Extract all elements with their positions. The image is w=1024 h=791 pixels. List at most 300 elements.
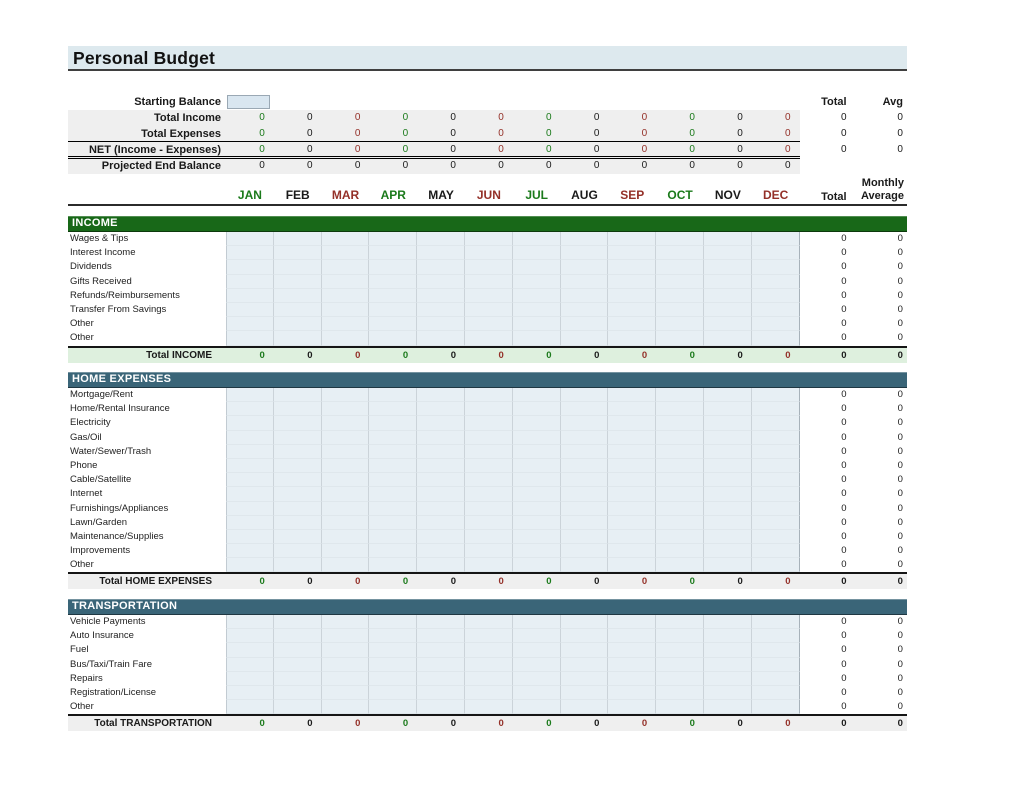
month-input-cell[interactable] [274, 473, 322, 487]
month-input-cell[interactable] [322, 416, 370, 430]
month-input-cell[interactable] [561, 232, 609, 246]
month-input-cell[interactable] [417, 459, 465, 473]
month-input-cell[interactable] [274, 615, 322, 629]
month-input-cell[interactable] [226, 303, 274, 317]
month-input-cell[interactable] [704, 629, 752, 643]
month-input-cell[interactable] [608, 700, 656, 714]
month-input-cell[interactable] [608, 232, 656, 246]
month-input-cell[interactable] [465, 615, 513, 629]
month-input-cell[interactable] [274, 416, 322, 430]
month-input-cell[interactable] [465, 416, 513, 430]
month-input-cell[interactable] [274, 544, 322, 558]
month-input-cell[interactable] [322, 473, 370, 487]
month-input-cell[interactable] [704, 658, 752, 672]
month-input-cell[interactable] [656, 658, 704, 672]
month-input-cell[interactable] [704, 303, 752, 317]
month-input-cell[interactable] [322, 388, 370, 402]
month-input-cell[interactable] [608, 502, 656, 516]
month-input-cell[interactable] [226, 289, 274, 303]
month-input-cell[interactable] [752, 331, 800, 345]
month-input-cell[interactable] [465, 246, 513, 260]
month-input-cell[interactable] [704, 516, 752, 530]
month-input-cell[interactable] [561, 502, 609, 516]
month-input-cell[interactable] [513, 317, 561, 331]
month-input-cell[interactable] [561, 317, 609, 331]
month-input-cell[interactable] [561, 672, 609, 686]
month-input-cell[interactable] [513, 402, 561, 416]
month-input-cell[interactable] [608, 672, 656, 686]
month-input-cell[interactable] [417, 643, 465, 657]
month-input-cell[interactable] [322, 232, 370, 246]
month-input-cell[interactable] [561, 289, 609, 303]
month-input-cell[interactable] [656, 672, 704, 686]
month-input-cell[interactable] [417, 260, 465, 274]
month-input-cell[interactable] [226, 331, 274, 345]
month-input-cell[interactable] [226, 487, 274, 501]
month-input-cell[interactable] [274, 331, 322, 345]
month-input-cell[interactable] [513, 431, 561, 445]
month-input-cell[interactable] [274, 445, 322, 459]
month-input-cell[interactable] [752, 544, 800, 558]
month-input-cell[interactable] [704, 672, 752, 686]
month-input-cell[interactable] [561, 643, 609, 657]
month-input-cell[interactable] [752, 260, 800, 274]
month-input-cell[interactable] [226, 530, 274, 544]
month-input-cell[interactable] [561, 686, 609, 700]
month-input-cell[interactable] [274, 246, 322, 260]
month-input-cell[interactable] [561, 402, 609, 416]
month-input-cell[interactable] [274, 431, 322, 445]
month-input-cell[interactable] [274, 275, 322, 289]
month-input-cell[interactable] [465, 402, 513, 416]
month-input-cell[interactable] [322, 260, 370, 274]
month-input-cell[interactable] [752, 658, 800, 672]
month-input-cell[interactable] [561, 544, 609, 558]
month-input-cell[interactable] [274, 643, 322, 657]
month-input-cell[interactable] [561, 615, 609, 629]
month-input-cell[interactable] [274, 629, 322, 643]
month-input-cell[interactable] [752, 289, 800, 303]
month-input-cell[interactable] [417, 530, 465, 544]
month-input-cell[interactable] [513, 416, 561, 430]
month-input-cell[interactable] [465, 331, 513, 345]
month-input-cell[interactable] [369, 643, 417, 657]
month-input-cell[interactable] [274, 317, 322, 331]
month-input-cell[interactable] [322, 459, 370, 473]
month-input-cell[interactable] [608, 658, 656, 672]
month-input-cell[interactable] [274, 388, 322, 402]
month-input-cell[interactable] [561, 246, 609, 260]
month-input-cell[interactable] [417, 232, 465, 246]
month-input-cell[interactable] [561, 629, 609, 643]
month-input-cell[interactable] [369, 445, 417, 459]
month-input-cell[interactable] [608, 260, 656, 274]
month-input-cell[interactable] [704, 289, 752, 303]
month-input-cell[interactable] [752, 317, 800, 331]
month-input-cell[interactable] [226, 431, 274, 445]
month-input-cell[interactable] [656, 558, 704, 572]
month-input-cell[interactable] [656, 700, 704, 714]
month-input-cell[interactable] [704, 416, 752, 430]
month-input-cell[interactable] [561, 331, 609, 345]
month-input-cell[interactable] [369, 317, 417, 331]
month-input-cell[interactable] [465, 686, 513, 700]
month-input-cell[interactable] [608, 544, 656, 558]
month-input-cell[interactable] [274, 487, 322, 501]
month-input-cell[interactable] [752, 303, 800, 317]
month-input-cell[interactable] [704, 459, 752, 473]
month-input-cell[interactable] [274, 303, 322, 317]
month-input-cell[interactable] [417, 275, 465, 289]
month-input-cell[interactable] [513, 544, 561, 558]
month-input-cell[interactable] [656, 615, 704, 629]
month-input-cell[interactable] [417, 402, 465, 416]
month-input-cell[interactable] [752, 459, 800, 473]
month-input-cell[interactable] [465, 516, 513, 530]
month-input-cell[interactable] [752, 686, 800, 700]
month-input-cell[interactable] [656, 502, 704, 516]
month-input-cell[interactable] [322, 502, 370, 516]
month-input-cell[interactable] [752, 232, 800, 246]
month-input-cell[interactable] [226, 544, 274, 558]
month-input-cell[interactable] [752, 473, 800, 487]
month-input-cell[interactable] [513, 445, 561, 459]
month-input-cell[interactable] [369, 275, 417, 289]
month-input-cell[interactable] [417, 558, 465, 572]
month-input-cell[interactable] [322, 445, 370, 459]
month-input-cell[interactable] [752, 246, 800, 260]
month-input-cell[interactable] [656, 686, 704, 700]
month-input-cell[interactable] [226, 246, 274, 260]
month-input-cell[interactable] [752, 487, 800, 501]
month-input-cell[interactable] [704, 445, 752, 459]
month-input-cell[interactable] [656, 260, 704, 274]
month-input-cell[interactable] [369, 516, 417, 530]
month-input-cell[interactable] [465, 232, 513, 246]
month-input-cell[interactable] [608, 402, 656, 416]
month-input-cell[interactable] [226, 445, 274, 459]
month-input-cell[interactable] [369, 544, 417, 558]
month-input-cell[interactable] [513, 260, 561, 274]
month-input-cell[interactable] [704, 615, 752, 629]
month-input-cell[interactable] [322, 275, 370, 289]
month-input-cell[interactable] [322, 700, 370, 714]
month-input-cell[interactable] [752, 275, 800, 289]
month-input-cell[interactable] [513, 232, 561, 246]
month-input-cell[interactable] [369, 303, 417, 317]
month-input-cell[interactable] [752, 558, 800, 572]
month-input-cell[interactable] [417, 615, 465, 629]
month-input-cell[interactable] [608, 530, 656, 544]
month-input-cell[interactable] [465, 303, 513, 317]
month-input-cell[interactable] [417, 544, 465, 558]
month-input-cell[interactable] [226, 402, 274, 416]
month-input-cell[interactable] [513, 615, 561, 629]
month-input-cell[interactable] [465, 431, 513, 445]
month-input-cell[interactable] [656, 530, 704, 544]
month-input-cell[interactable] [608, 686, 656, 700]
month-input-cell[interactable] [513, 459, 561, 473]
month-input-cell[interactable] [369, 289, 417, 303]
month-input-cell[interactable] [417, 658, 465, 672]
month-input-cell[interactable] [417, 672, 465, 686]
month-input-cell[interactable] [322, 303, 370, 317]
month-input-cell[interactable] [608, 558, 656, 572]
month-input-cell[interactable] [704, 544, 752, 558]
month-input-cell[interactable] [561, 530, 609, 544]
month-input-cell[interactable] [417, 487, 465, 501]
month-input-cell[interactable] [322, 289, 370, 303]
month-input-cell[interactable] [369, 672, 417, 686]
month-input-cell[interactable] [369, 402, 417, 416]
month-input-cell[interactable] [322, 544, 370, 558]
month-input-cell[interactable] [608, 331, 656, 345]
month-input-cell[interactable] [226, 686, 274, 700]
month-input-cell[interactable] [656, 487, 704, 501]
month-input-cell[interactable] [465, 289, 513, 303]
month-input-cell[interactable] [226, 672, 274, 686]
month-input-cell[interactable] [274, 516, 322, 530]
month-input-cell[interactable] [656, 445, 704, 459]
month-input-cell[interactable] [322, 672, 370, 686]
month-input-cell[interactable] [752, 629, 800, 643]
month-input-cell[interactable] [369, 232, 417, 246]
month-input-cell[interactable] [513, 658, 561, 672]
month-input-cell[interactable] [656, 431, 704, 445]
month-input-cell[interactable] [417, 289, 465, 303]
month-input-cell[interactable] [274, 658, 322, 672]
month-input-cell[interactable] [226, 317, 274, 331]
month-input-cell[interactable] [322, 658, 370, 672]
month-input-cell[interactable] [274, 459, 322, 473]
month-input-cell[interactable] [704, 388, 752, 402]
month-input-cell[interactable] [226, 516, 274, 530]
month-input-cell[interactable] [274, 558, 322, 572]
month-input-cell[interactable] [752, 388, 800, 402]
month-input-cell[interactable] [369, 260, 417, 274]
month-input-cell[interactable] [465, 473, 513, 487]
month-input-cell[interactable] [561, 473, 609, 487]
month-input-cell[interactable] [513, 516, 561, 530]
month-input-cell[interactable] [322, 431, 370, 445]
month-input-cell[interactable] [513, 629, 561, 643]
month-input-cell[interactable] [417, 431, 465, 445]
month-input-cell[interactable] [274, 530, 322, 544]
month-input-cell[interactable] [226, 232, 274, 246]
month-input-cell[interactable] [608, 643, 656, 657]
month-input-cell[interactable] [656, 629, 704, 643]
month-input-cell[interactable] [274, 700, 322, 714]
month-input-cell[interactable] [513, 530, 561, 544]
month-input-cell[interactable] [226, 558, 274, 572]
month-input-cell[interactable] [513, 487, 561, 501]
month-input-cell[interactable] [513, 303, 561, 317]
month-input-cell[interactable] [369, 558, 417, 572]
month-input-cell[interactable] [226, 275, 274, 289]
month-input-cell[interactable] [561, 275, 609, 289]
month-input-cell[interactable] [369, 416, 417, 430]
month-input-cell[interactable] [656, 388, 704, 402]
month-input-cell[interactable] [656, 473, 704, 487]
month-input-cell[interactable] [369, 658, 417, 672]
month-input-cell[interactable] [561, 388, 609, 402]
month-input-cell[interactable] [369, 615, 417, 629]
month-input-cell[interactable] [322, 558, 370, 572]
month-input-cell[interactable] [513, 686, 561, 700]
month-input-cell[interactable] [608, 431, 656, 445]
month-input-cell[interactable] [465, 487, 513, 501]
month-input-cell[interactable] [369, 246, 417, 260]
month-input-cell[interactable] [704, 232, 752, 246]
month-input-cell[interactable] [608, 459, 656, 473]
month-input-cell[interactable] [656, 516, 704, 530]
month-input-cell[interactable] [608, 388, 656, 402]
month-input-cell[interactable] [274, 502, 322, 516]
month-input-cell[interactable] [465, 260, 513, 274]
month-input-cell[interactable] [561, 416, 609, 430]
month-input-cell[interactable] [704, 431, 752, 445]
month-input-cell[interactable] [561, 700, 609, 714]
month-input-cell[interactable] [608, 275, 656, 289]
month-input-cell[interactable] [274, 260, 322, 274]
month-input-cell[interactable] [752, 672, 800, 686]
month-input-cell[interactable] [752, 416, 800, 430]
month-input-cell[interactable] [704, 246, 752, 260]
month-input-cell[interactable] [226, 260, 274, 274]
month-input-cell[interactable] [322, 516, 370, 530]
month-input-cell[interactable] [322, 686, 370, 700]
month-input-cell[interactable] [465, 700, 513, 714]
month-input-cell[interactable] [369, 686, 417, 700]
month-input-cell[interactable] [704, 260, 752, 274]
month-input-cell[interactable] [752, 615, 800, 629]
month-input-cell[interactable] [465, 275, 513, 289]
month-input-cell[interactable] [417, 303, 465, 317]
month-input-cell[interactable] [656, 544, 704, 558]
month-input-cell[interactable] [656, 416, 704, 430]
month-input-cell[interactable] [322, 402, 370, 416]
month-input-cell[interactable] [704, 317, 752, 331]
month-input-cell[interactable] [656, 643, 704, 657]
month-input-cell[interactable] [656, 331, 704, 345]
month-input-cell[interactable] [608, 317, 656, 331]
month-input-cell[interactable] [752, 502, 800, 516]
month-input-cell[interactable] [608, 473, 656, 487]
month-input-cell[interactable] [656, 317, 704, 331]
month-input-cell[interactable] [417, 246, 465, 260]
month-input-cell[interactable] [704, 275, 752, 289]
month-input-cell[interactable] [465, 643, 513, 657]
month-input-cell[interactable] [226, 459, 274, 473]
month-input-cell[interactable] [369, 502, 417, 516]
month-input-cell[interactable] [608, 303, 656, 317]
month-input-cell[interactable] [752, 402, 800, 416]
month-input-cell[interactable] [322, 643, 370, 657]
month-input-cell[interactable] [369, 431, 417, 445]
month-input-cell[interactable] [513, 672, 561, 686]
month-input-cell[interactable] [465, 530, 513, 544]
month-input-cell[interactable] [513, 388, 561, 402]
month-input-cell[interactable] [226, 388, 274, 402]
month-input-cell[interactable] [465, 544, 513, 558]
month-input-cell[interactable] [226, 502, 274, 516]
month-input-cell[interactable] [322, 629, 370, 643]
month-input-cell[interactable] [417, 473, 465, 487]
month-input-cell[interactable] [465, 558, 513, 572]
month-input-cell[interactable] [274, 402, 322, 416]
month-input-cell[interactable] [369, 629, 417, 643]
month-input-cell[interactable] [226, 615, 274, 629]
month-input-cell[interactable] [322, 317, 370, 331]
month-input-cell[interactable] [608, 615, 656, 629]
month-input-cell[interactable] [561, 445, 609, 459]
month-input-cell[interactable] [226, 629, 274, 643]
month-input-cell[interactable] [561, 459, 609, 473]
month-input-cell[interactable] [513, 643, 561, 657]
month-input-cell[interactable] [369, 459, 417, 473]
month-input-cell[interactable] [417, 416, 465, 430]
month-input-cell[interactable] [369, 530, 417, 544]
month-input-cell[interactable] [704, 487, 752, 501]
month-input-cell[interactable] [465, 658, 513, 672]
month-input-cell[interactable] [465, 629, 513, 643]
month-input-cell[interactable] [704, 530, 752, 544]
month-input-cell[interactable] [608, 487, 656, 501]
month-input-cell[interactable] [561, 431, 609, 445]
month-input-cell[interactable] [513, 289, 561, 303]
month-input-cell[interactable] [561, 487, 609, 501]
month-input-cell[interactable] [226, 473, 274, 487]
month-input-cell[interactable] [608, 416, 656, 430]
month-input-cell[interactable] [608, 289, 656, 303]
month-input-cell[interactable] [417, 629, 465, 643]
month-input-cell[interactable] [322, 530, 370, 544]
month-input-cell[interactable] [752, 643, 800, 657]
month-input-cell[interactable] [369, 473, 417, 487]
month-input-cell[interactable] [561, 260, 609, 274]
month-input-cell[interactable] [226, 700, 274, 714]
month-input-cell[interactable] [369, 331, 417, 345]
month-input-cell[interactable] [608, 629, 656, 643]
month-input-cell[interactable] [417, 502, 465, 516]
month-input-cell[interactable] [752, 530, 800, 544]
month-input-cell[interactable] [704, 643, 752, 657]
month-input-cell[interactable] [369, 487, 417, 501]
month-input-cell[interactable] [656, 275, 704, 289]
month-input-cell[interactable] [704, 686, 752, 700]
month-input-cell[interactable] [513, 331, 561, 345]
month-input-cell[interactable] [656, 402, 704, 416]
month-input-cell[interactable] [369, 700, 417, 714]
month-input-cell[interactable] [465, 445, 513, 459]
month-input-cell[interactable] [417, 331, 465, 345]
month-input-cell[interactable] [322, 331, 370, 345]
month-input-cell[interactable] [322, 615, 370, 629]
month-input-cell[interactable] [561, 303, 609, 317]
month-input-cell[interactable] [561, 516, 609, 530]
month-input-cell[interactable] [513, 558, 561, 572]
month-input-cell[interactable] [274, 232, 322, 246]
month-input-cell[interactable] [656, 289, 704, 303]
month-input-cell[interactable] [465, 672, 513, 686]
month-input-cell[interactable] [465, 317, 513, 331]
month-input-cell[interactable] [226, 658, 274, 672]
month-input-cell[interactable] [465, 459, 513, 473]
month-input-cell[interactable] [417, 317, 465, 331]
month-input-cell[interactable] [704, 402, 752, 416]
month-input-cell[interactable] [656, 303, 704, 317]
month-input-cell[interactable] [561, 658, 609, 672]
